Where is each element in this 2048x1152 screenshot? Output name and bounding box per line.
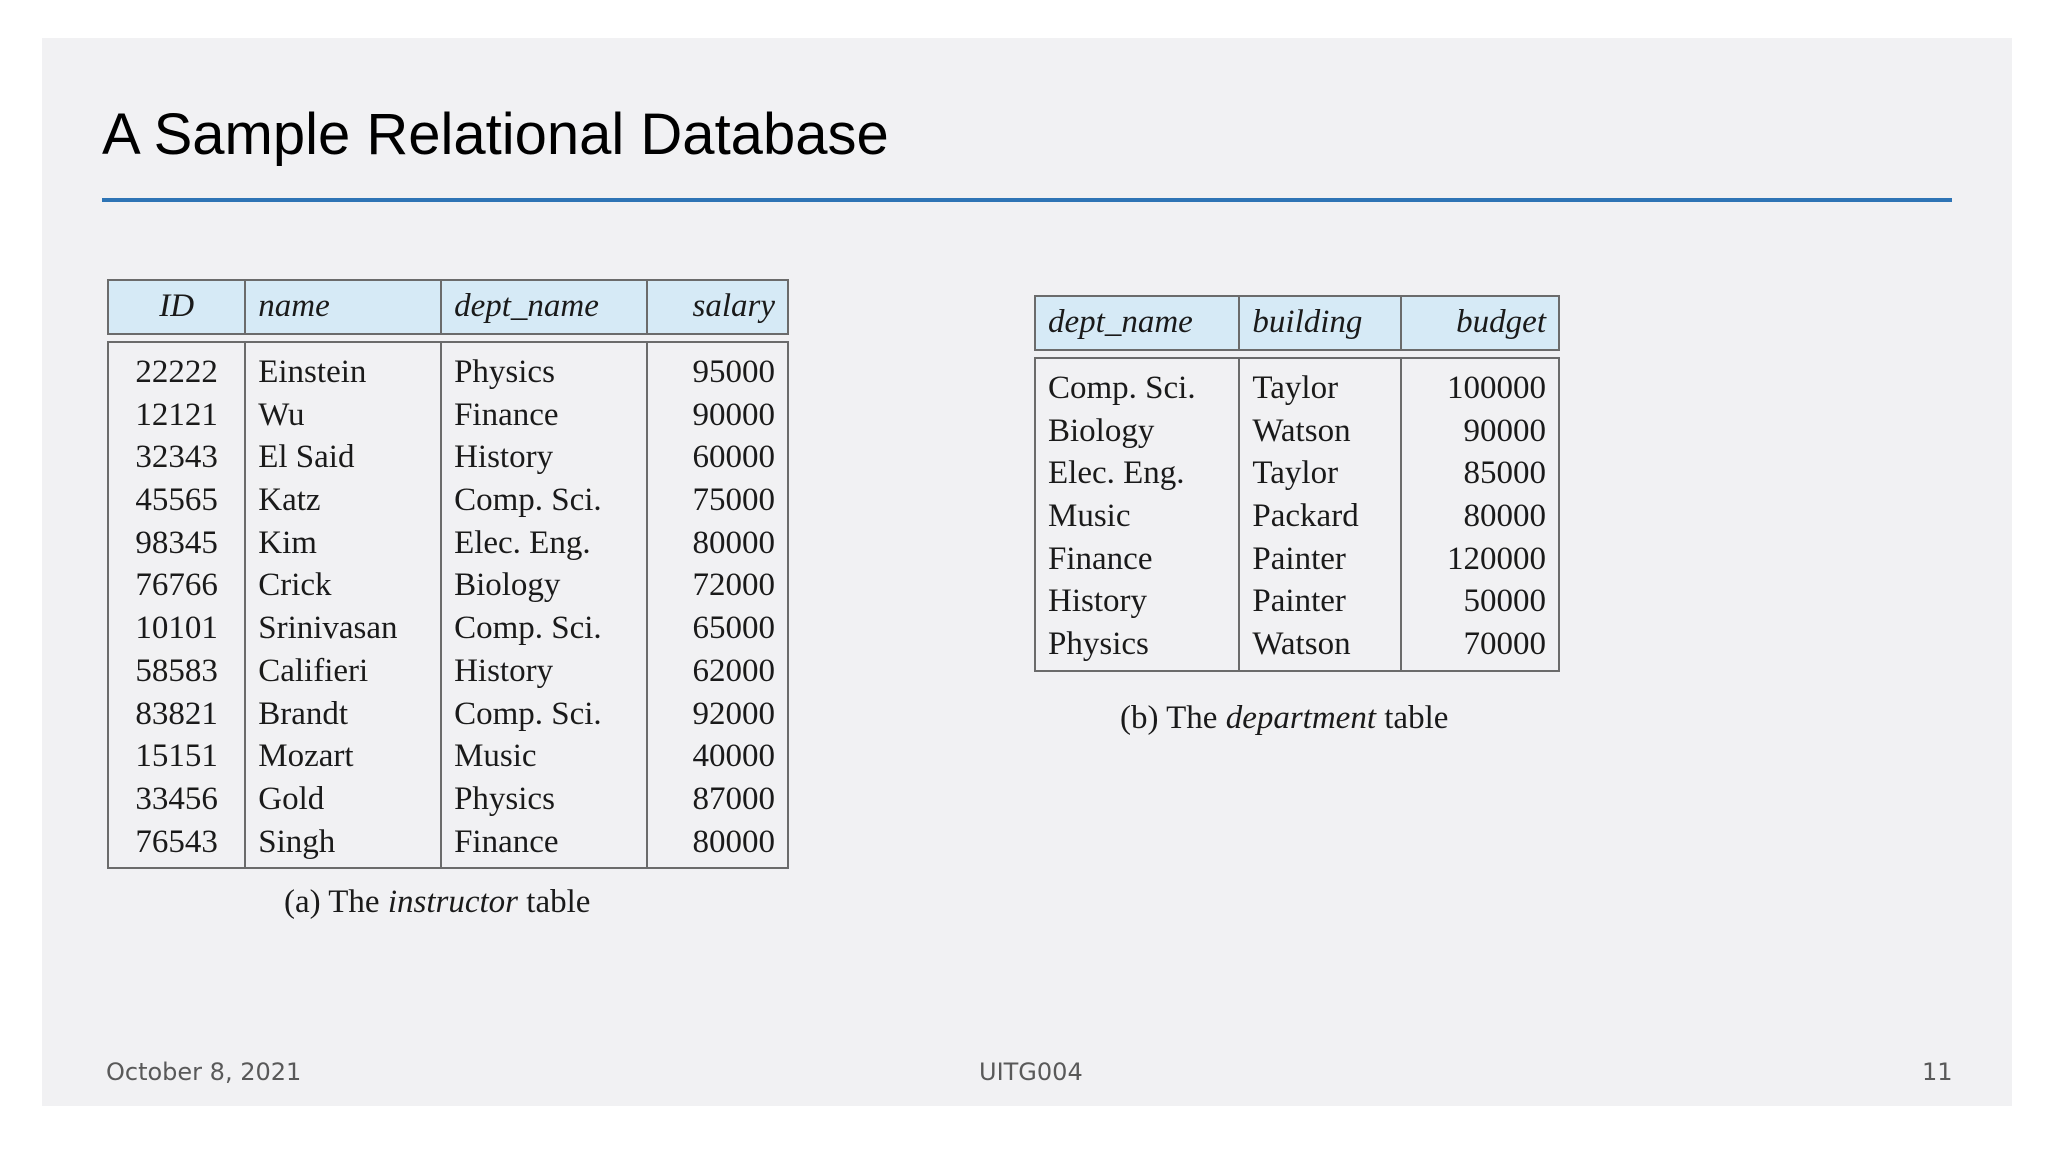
table-column bbox=[1036, 359, 1240, 670]
table-cell: Singh bbox=[258, 823, 336, 860]
table-cell: Gold bbox=[258, 780, 325, 817]
table-cell: Wu bbox=[258, 396, 305, 433]
table-cell: 32343 bbox=[135, 439, 218, 476]
table-cell: Comp. Sci. bbox=[454, 610, 602, 647]
table-cell: Srinivasan bbox=[258, 610, 398, 647]
table-cell: Comp. Sci. bbox=[1048, 370, 1196, 406]
table-column bbox=[1240, 359, 1402, 670]
caption-table-name: instructor bbox=[387, 884, 519, 920]
column-header: name bbox=[246, 281, 442, 333]
table-cell: 50000 bbox=[1463, 583, 1546, 620]
table-cell: 58583 bbox=[135, 652, 218, 689]
table-cell: Taylor bbox=[1252, 370, 1339, 406]
table-cell: 76766 bbox=[135, 567, 218, 604]
table-cell: History bbox=[454, 439, 554, 476]
table-cell: 72000 bbox=[692, 567, 776, 604]
table-cell: Physics bbox=[454, 354, 555, 390]
caption-prefix: (b) The bbox=[1120, 700, 1218, 736]
table-cell: Music bbox=[454, 738, 537, 775]
table-column bbox=[1402, 359, 1558, 670]
instructor-table-caption bbox=[284, 884, 590, 921]
table-cell: 80000 bbox=[1463, 498, 1546, 535]
table-cell: Biology bbox=[1048, 412, 1155, 449]
table-column bbox=[442, 343, 648, 867]
caption-suffix: table bbox=[1384, 700, 1449, 736]
table-cell: Biology bbox=[454, 567, 561, 604]
table-cell: 98345 bbox=[135, 524, 218, 561]
table-cell: 95000 bbox=[692, 354, 776, 390]
slide-title: A Sample Relational Database bbox=[102, 102, 889, 167]
table-cell: El Said bbox=[258, 439, 355, 476]
table-cell: 70000 bbox=[1463, 626, 1546, 663]
column-header: dept_name bbox=[442, 281, 648, 333]
table-cell: History bbox=[1048, 583, 1147, 620]
title-underline bbox=[102, 198, 1952, 202]
table-cell: Taylor bbox=[1252, 455, 1339, 492]
table-cell: 65000 bbox=[692, 610, 776, 647]
table-cell: Painter bbox=[1252, 583, 1346, 620]
footer-course: UITG004 bbox=[979, 1058, 1083, 1086]
table-cell: 15151 bbox=[135, 738, 218, 775]
department-table-caption bbox=[1120, 700, 1448, 737]
table-cell: Physics bbox=[454, 780, 555, 817]
table-cell: 90000 bbox=[1463, 412, 1546, 449]
table-cell: Finance bbox=[454, 823, 559, 860]
table-cell: 75000 bbox=[692, 482, 776, 519]
table-cell: 60000 bbox=[692, 439, 776, 476]
table-cell: Finance bbox=[1048, 540, 1153, 577]
table-cell: Brandt bbox=[258, 695, 349, 732]
caption-table-name: department bbox=[1225, 700, 1376, 736]
table-cell: Mozart bbox=[258, 738, 354, 775]
table-cell: 80000 bbox=[692, 524, 776, 561]
table-cell: 76543 bbox=[135, 823, 218, 860]
table-cell: 92000 bbox=[692, 695, 776, 732]
table-cell: 90000 bbox=[692, 396, 776, 433]
column-header: ID bbox=[109, 281, 246, 333]
table-cell: 62000 bbox=[692, 652, 776, 689]
table-cell: Elec. Eng. bbox=[1048, 455, 1185, 492]
table-cell: Watson bbox=[1252, 412, 1351, 449]
caption-suffix: table bbox=[526, 884, 591, 920]
table-cell: 10101 bbox=[135, 610, 218, 647]
column-header: dept_name bbox=[1036, 297, 1240, 349]
table-cell: Califieri bbox=[258, 652, 369, 689]
footer-page-number: 11 bbox=[1922, 1058, 1953, 1086]
table-cell: Comp. Sci. bbox=[454, 695, 602, 732]
table-cell: Finance bbox=[454, 396, 559, 433]
table-cell: Einstein bbox=[258, 354, 367, 390]
table-cell: Painter bbox=[1252, 540, 1346, 577]
table-cell: 22222 bbox=[135, 354, 218, 390]
table-cell: 120000 bbox=[1447, 540, 1546, 577]
table-cell: 80000 bbox=[692, 823, 776, 860]
table-cell: 85000 bbox=[1463, 455, 1546, 492]
table-cell: Packard bbox=[1252, 498, 1359, 535]
table-body bbox=[1034, 357, 1560, 672]
table-cell: History bbox=[454, 652, 554, 689]
table-column bbox=[109, 343, 246, 867]
table-header-row bbox=[1034, 295, 1560, 351]
table-cell: Physics bbox=[1048, 626, 1149, 663]
table-cell: 100000 bbox=[1447, 370, 1546, 406]
table-header-row bbox=[107, 279, 789, 335]
department-table bbox=[1034, 295, 1560, 672]
table-cell: Crick bbox=[258, 567, 332, 604]
table-cell: Music bbox=[1048, 498, 1131, 535]
column-header: budget bbox=[1456, 304, 1546, 340]
table-cell: Elec. Eng. bbox=[454, 524, 591, 561]
table-column bbox=[648, 343, 787, 867]
table-column bbox=[246, 343, 442, 867]
table-cell: 12121 bbox=[135, 396, 218, 433]
table-cell: 33456 bbox=[135, 780, 218, 817]
column-header: building bbox=[1240, 297, 1402, 349]
table-cell: Kim bbox=[258, 524, 317, 561]
table-cell: 40000 bbox=[692, 738, 776, 775]
table-body bbox=[107, 341, 789, 869]
table-cell: Watson bbox=[1252, 626, 1351, 663]
table-cell: 45565 bbox=[135, 482, 218, 519]
column-header: salary bbox=[692, 288, 776, 324]
table-cell: Katz bbox=[258, 482, 321, 519]
caption-prefix: (a) The bbox=[284, 884, 380, 920]
table-cell: 87000 bbox=[692, 780, 776, 817]
table-cell: Comp. Sci. bbox=[454, 482, 602, 519]
table-cell: 83821 bbox=[135, 695, 218, 732]
slide bbox=[42, 38, 2012, 1106]
instructor-table bbox=[107, 279, 789, 869]
footer-date: October 8, 2021 bbox=[106, 1058, 302, 1086]
